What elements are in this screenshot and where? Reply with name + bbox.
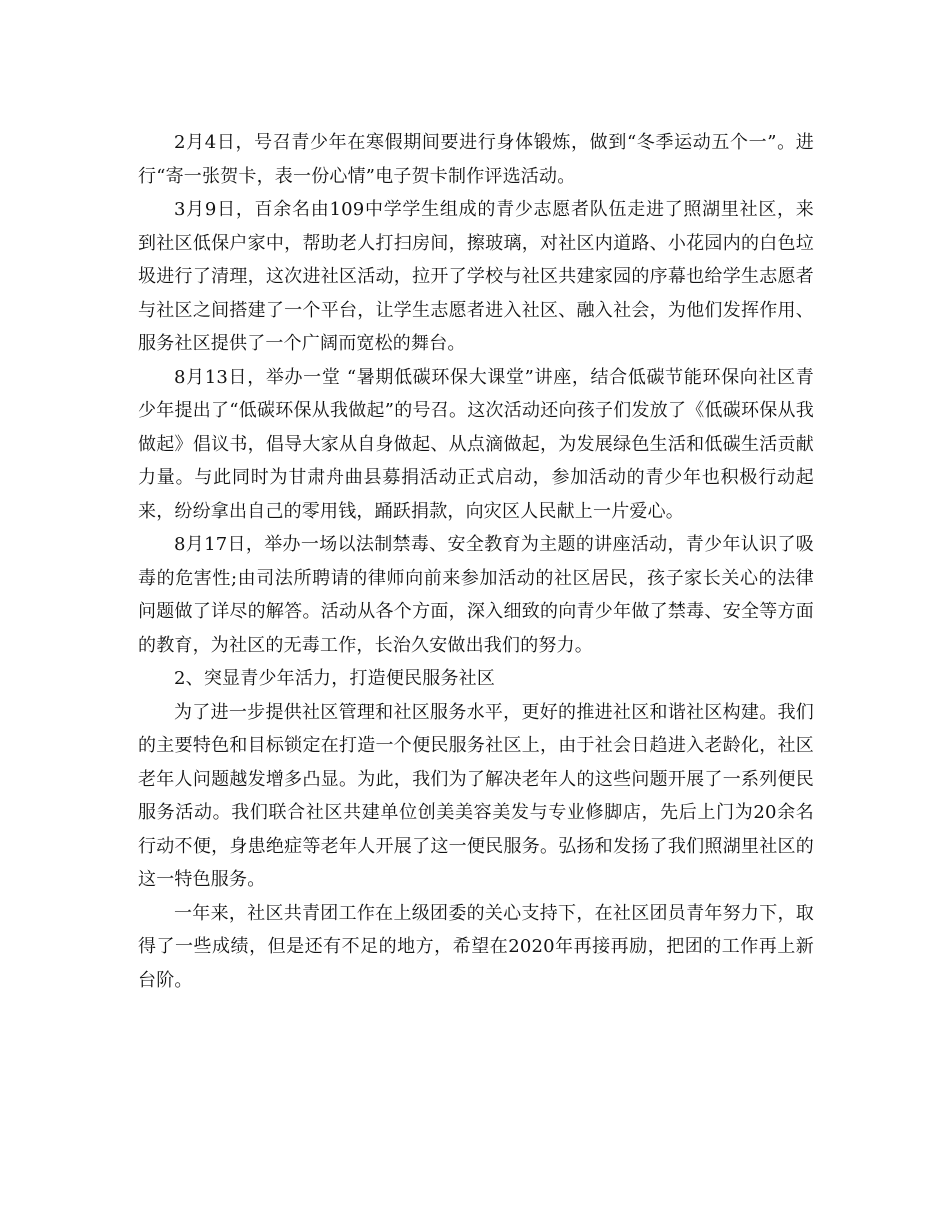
paragraph-aug-17: 8月17日，举办一场以法制禁毒、安全教育为主题的讲座活动，青少年认识了吸毒的危害性;由司法所聘请的律师向前来参加活动的社区居民，孩子家长关心的法律问题做了详尽的解答。活动从各个方面，深入细致的向青少年做了禁毒、安全等方面的教育，为社区的无毒工作，长治久安做出我们的努力。 <box>138 534 814 656</box>
paragraph-year-summary: 一年来，社区共青团工作在上级团委的关心支持下，在社区团员青年努力下，取得了一些成绩，但是还有不足的地方，希望在2020年再接再励，把团的工作再上新台阶。 <box>138 902 814 991</box>
paragraph-convenience-service: 为了进一步提供社区管理和社区服务水平，更好的推进社区和谐社区构建。我们的主要特色和目标锁定在打造一个便民服务社区上，由于社会日趋进入老龄化，社区老年人问题越发增多凸显。为此，我们为了解决老年人的这些问题开展了一系列便民服务活动。我们联合社区共建单位创美美容美发与专业修脚店，先后上门为20余名行动不便，身患绝症等老年人开展了这一便民服务。弘扬和发扬了我们照湖里社区的这一特色服务。 <box>138 701 814 890</box>
document-body <box>138 126 814 997</box>
section-heading: 2、突显青少年活力，打造便民服务社区 <box>174 668 496 689</box>
paragraph-feb-4: 2月4日，号召青少年在寒假期间要进行身体锻炼，做到“冬季运动五个一”。进行“寄一张贺卡，表一份心情”电子贺卡制作评选活动。 <box>138 132 814 187</box>
paragraph-mar-9: 3月9日，百余名由109中学学生组成的青少志愿者队伍走进了照湖里社区，来到社区低保户家中，帮助老人打扫房间，擦玻璃，对社区内道路、小花园内的白色垃圾进行了清理，这次进社区活动，拉开了学校与社区共建家园的序幕也给学生志愿者与社区之间搭建了一个平台，让学生志愿者进入社区、融入社会，为他们发挥作用、服务社区提供了一个广阔而宽松的舞台。 <box>138 199 814 354</box>
paragraph-aug-13: 8月13日，举办一堂 “暑期低碳环保大课堂”讲座，结合低碳节能环保向社区青少年提出了“低碳环保从我做起”的号召。这次活动还向孩子们发放了《低碳环保从我做起》倡议书，倡导大家从自身做起、从点滴做起，为发展绿色生活和低碳生活贡献力量。与此同时为甘肃舟曲县募捐活动正式启动，参加活动的青少年也积极行动起来，纷纷拿出自己的零用钱，踊跃捐款，向灾区人民献上一片爱心。 <box>138 366 814 522</box>
